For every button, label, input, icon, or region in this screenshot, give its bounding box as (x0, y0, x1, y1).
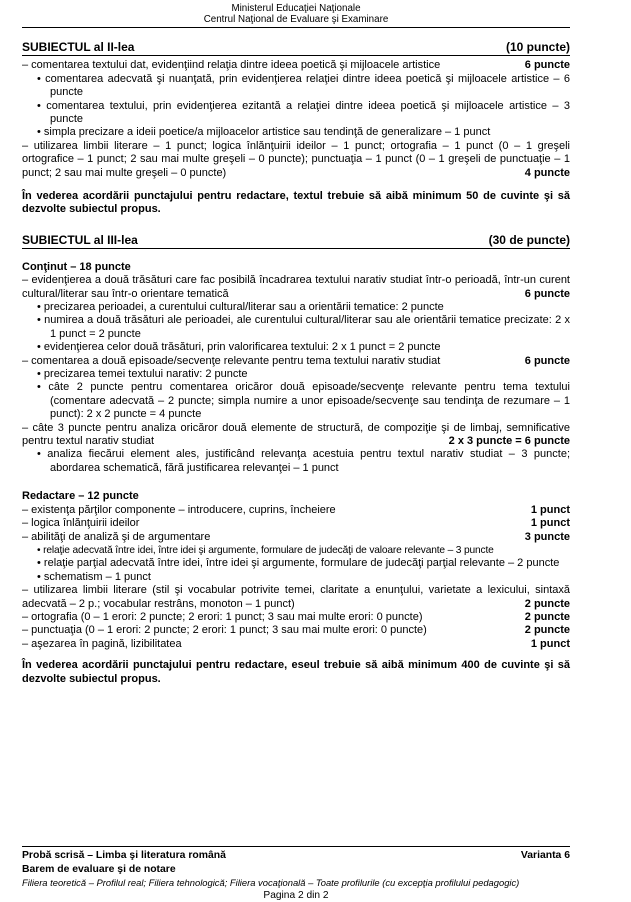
rubric-points: 3 puncte (524, 530, 570, 543)
rubric-text: • numirea a două trăsături ale perioadei, ale curentului cultural/literar sau ale orientării tematice precizate: 2 x 1 punct = 2 puncte (37, 314, 570, 340)
rubric-row (22, 355, 570, 368)
rubric-points: 2 puncte (524, 610, 570, 623)
rubric-text: – comentarea a două episoade/secvenţe relevante pentru tema textului narativ studiat (22, 354, 441, 367)
rubric-row (37, 314, 570, 341)
ministry-line-1: Ministerul Educaţiei Naţionale (231, 3, 361, 14)
subject2-title: SUBIECTUL al II-lea (22, 40, 135, 55)
rubric-row (37, 301, 570, 314)
rubric-text: – utilizarea limbii literare (stil şi vocabular potrivite temei, claritate a enunţului, varietate a lexicului, sintaxă adecvată – 2 p.; vocabular restrâns, monoton – 1 punct) (22, 584, 570, 610)
rubric-text: • precizarea temei textului narativ: 2 puncte (37, 368, 248, 381)
rubric-row (37, 448, 570, 475)
subject2-points: (10 puncte) (505, 40, 570, 55)
rubric-row (22, 531, 570, 544)
rubric-text: • comentarea textului, prin evidenţierea ezitantă a relaţiei dintre ideea poetică şi mijloacele artistice – 3 puncte (37, 99, 570, 125)
rubric-points: 6 puncte (524, 59, 570, 72)
ministry-line-2: Centrul Naţional de Evaluare şi Examinare (203, 14, 389, 26)
rubric-text: – punctuaţia (0 – 1 erori: 2 puncte; 2 erori: 1 punct; 3 sau mai multe erori: 0 puncte) (22, 624, 427, 637)
rubric-row (37, 381, 570, 421)
subject2-header (22, 40, 570, 56)
rubric-text: • evidenţierea celor două trăsături, prin valorificarea textului: 2 x 1 punct = 2 puncte (37, 341, 441, 354)
page-footer (22, 846, 570, 902)
rubric-points: 2 puncte (524, 597, 570, 610)
rubric-row (22, 611, 570, 624)
rubric-row (37, 126, 570, 139)
subject3-note: În vederea acordării punctajului pentru redactare, eseul trebuie să aibă minimum 400 de cuvinte şi să dezvolte subiectul propus. (22, 659, 570, 685)
rubric-points: 6 puncte (524, 287, 570, 300)
rubric-points: 2 x 3 puncte = 6 puncte (448, 435, 570, 448)
footer-page-number: Pagina 2 din 2 (263, 890, 329, 901)
subject3-header (22, 233, 570, 249)
rubric-text: • comentarea adecvată şi nuanţată, prin evidenţierea relaţiei dintre ideea poetică şi mijloacele artistice – 6 puncte (37, 72, 570, 99)
footer-variant: Varianta 6 (520, 850, 570, 861)
rubric-text: – aşezarea în pagină, lizibilitatea (22, 637, 182, 650)
rubric-row (37, 368, 570, 381)
rubric-row (22, 517, 570, 530)
rubric-text: – utilizarea limbii literare – 1 punct; logica înlănţuirii ideilor – 1 punct; ortografia – 1 punct (0 – 1 greşeli ortografice – 1 punct; 2 sau mai multe greşeli – 0 puncte); punctuaţia – 1 punct (0 – 1 greşeli de punctuaţie – 1 punct; 2 sau mai multe greşeli – 0 puncte) (22, 139, 570, 179)
footer-exam: Probă scrisă – Limba şi literatura română (22, 850, 226, 861)
rubric-text: • precizarea perioadei, a curentului cultural/literar sau a orientării tematice: 2 puncte (37, 301, 444, 313)
rubric-points: 1 punct (530, 637, 570, 650)
rubric-row (37, 557, 570, 570)
rubric-text: – câte 3 puncte pentru analiza oricăror două elemente de structură, de compoziţie şi de limbaj, semnificative pentru textul narativ studiat (22, 421, 570, 448)
rubric-points: 2 puncte (524, 624, 570, 637)
rubric-points: 1 punct (530, 503, 570, 516)
rubric-text: • relaţie parţial adecvată între idei, între idei şi argumente, formulare de judecăţi parţial relevante – 2 puncte (37, 557, 560, 570)
subject3-title: SUBIECTUL al III-lea (22, 232, 138, 247)
rubric-row (37, 544, 570, 557)
rubric-row (22, 584, 570, 611)
rubric-points: 1 punct (530, 517, 570, 530)
rubric-text: • câte 2 puncte pentru comentarea oricăror două episoade/secvenţe relevante pentru tema textului (comentare adecvată – 2 puncte; simpla numire a unor episoade/secvenţe sau tendinţa de rezumare – 1 punct): 2 x 2 puncte = 4 puncte (37, 381, 570, 421)
content-heading: Conţinut – 18 puncte (22, 260, 131, 273)
rubric-row (22, 504, 570, 517)
footer-rule (22, 846, 570, 847)
footer-barem: Barem de evaluare şi de notare (22, 863, 176, 875)
rubric-text: • schematism – 1 punct (37, 570, 151, 583)
rubric-text: • analiza fiecărui element ales, justificând relevanţa acestuia pentru textul narativ studiat – 3 puncte; abordarea schematică, fără justificarea relevanţei – 1 punct (37, 448, 570, 474)
rubric-text: – existenţa părţilor componente – introducere, cuprins, încheiere (22, 503, 336, 516)
subject2-note: În vederea acordării punctajului pentru redactare, textul trebuie să aibă minimum 50 de cuvinte şi să dezvolte subiectul propus. (22, 189, 570, 216)
rubric-row (22, 274, 570, 301)
rubric-text: – ortografia (0 – 1 erori: 2 puncte; 2 erori: 1 punct; 3 sau mai multe erori: 0 puncte) (22, 610, 423, 623)
rubric-row (22, 638, 570, 651)
footer-exam-row (22, 849, 570, 863)
rubric-points: 6 puncte (524, 354, 570, 367)
rubric-text: • simpla precizare a ideii poetice/a mijloacelor artistice sau tendinţă de generalizare – 1 punct (37, 126, 491, 139)
rubric-text: – comentarea textului dat, evidenţiind relaţia dintre ideea poetică şi mijloacele artistice (22, 59, 441, 72)
rubric-text: – logica înlănţuirii ideilor (22, 517, 140, 530)
rubric-row (37, 100, 570, 127)
footer-filiera: Filiera teoretică – Profilul real; Filiera tehnologică; Filiera vocaţională – Toate profilurile (cu excepţia profilului pedagogic) (22, 877, 520, 888)
rubric-row (22, 140, 570, 180)
rubric-row (22, 422, 570, 449)
redactare-heading: Redactare – 12 puncte (22, 490, 139, 503)
rubric-row (37, 73, 570, 100)
rubric-row (22, 624, 570, 637)
rubric-row (37, 341, 570, 354)
rubric-row (37, 571, 570, 584)
subject3-points: (30 de puncte) (488, 232, 570, 247)
rubric-row (22, 59, 570, 72)
rubric-text: – evidenţierea a două trăsături care fac posibilă încadrarea textului narativ studiat într-o perioadă, într-un curent cultural/literar sau într-o orientare tematică (22, 274, 570, 300)
rubric-text: – abilităţi de analiză şi de argumentare (22, 530, 211, 543)
header-rule (22, 27, 570, 28)
rubric-text: • relaţie adecvată între idei, între idei şi argumente, formulare de judecăţi de valoare relevante – 3 puncte (37, 544, 494, 556)
rubric-points: 4 puncte (524, 166, 570, 179)
